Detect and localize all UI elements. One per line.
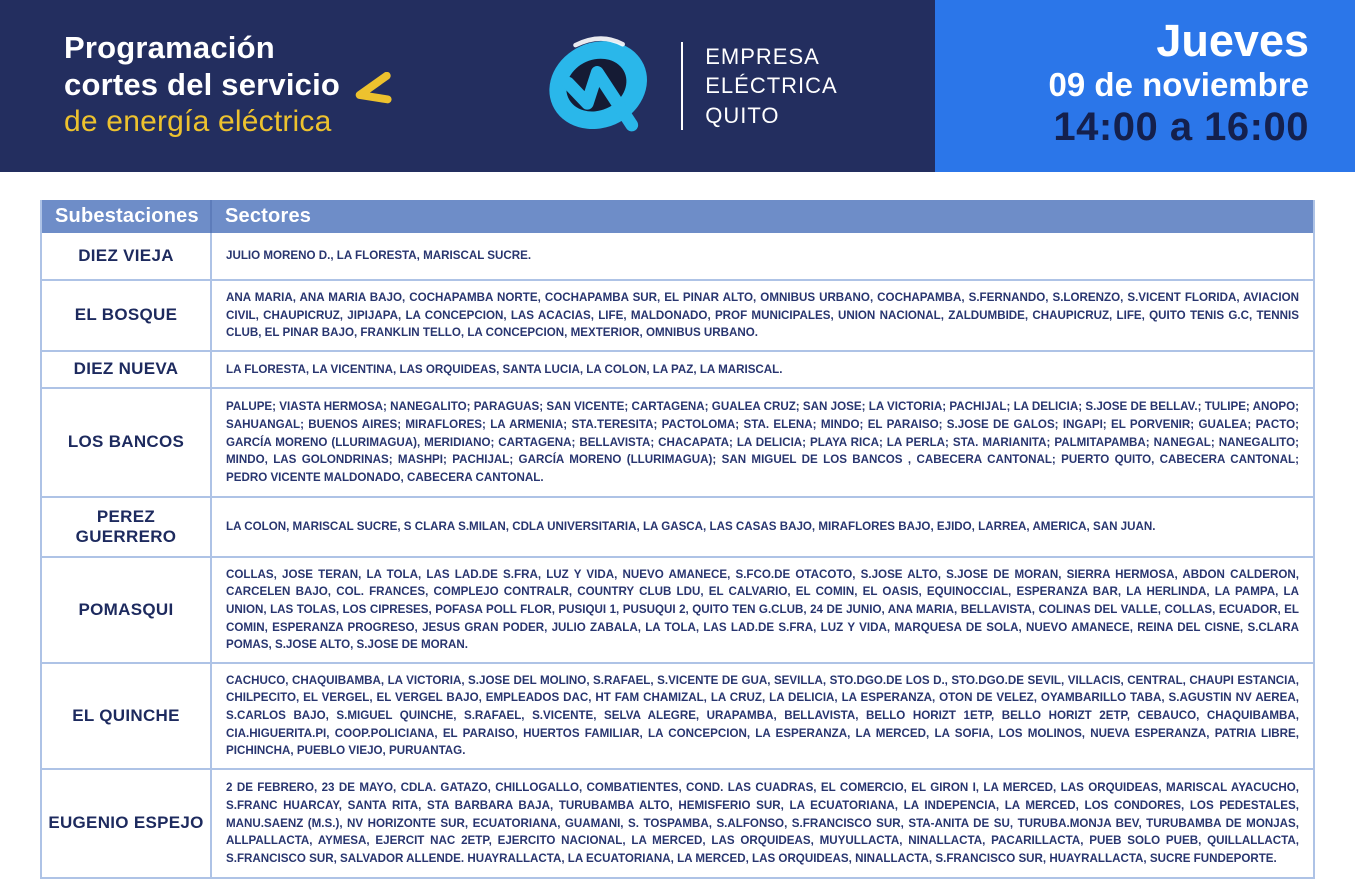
table-header-row	[42, 200, 1313, 233]
table-row	[42, 350, 1313, 387]
schedule-date: 09 de noviembre	[1048, 65, 1309, 103]
title-line-1: Programación	[64, 30, 275, 65]
title-line-2: cortes del servicio	[64, 66, 341, 102]
table-row	[42, 279, 1313, 350]
logo-wordmark	[705, 42, 837, 129]
eeq-q-lightning-logo-icon	[541, 27, 659, 145]
schedule-date-box	[935, 0, 1355, 172]
eeq-logo	[444, 0, 935, 172]
logo-word-2: ELÉCTRICA	[705, 73, 838, 99]
substation-name: EL QUINCHE	[42, 664, 212, 768]
outage-table	[40, 200, 1315, 879]
table-row	[42, 496, 1313, 556]
logo-divider	[681, 42, 683, 130]
logo-word-3: QUITO	[705, 102, 780, 128]
table-row	[42, 768, 1313, 877]
sectors-list: LA FLORESTA, LA VICENTINA, LAS ORQUIDEAS, SANTA LUCIA, LA COLON, LA PAZ, LA MARISCAL.	[226, 362, 783, 376]
sectors-list: CACHUCO, CHAQUIBAMBA, LA VICTORIA, S.JOSE DEL MOLINO, S.RAFAEL, S.VICENTE DE GUA, SEVILLA, STO.DGO.DE LOS D., STO.DGO.DE SEVIL, VILLACIS, CENTRAL, CHAUPI ESTANCIA, CHILPECITO, EL VERGEL, EL VERGEL BAJO, EMPLEADOS DAC, HT FAM CHAMIZAL, LA CRUZ, LA DELICIA, LA ESPERANZA, OTON DE VELEZ, OYAMBARILLO TABA, S.AGUSTIN NV AEREA, S.CARLOS BAJO, S.MIGUEL QUINCHE, S.RAFAEL, S.VICENTE, SELVA ALEGRE, URAPAMBA, BELLAVISTA, BELLO HORIZT 1ETP, BELLO HORIZT 2ETP, CEBAUCO, CHAQUIBAMBA, CIA.HIGUERITA.PI, COOP.POLICIANA, EL PARAISO, HUERTOS FAMILIAR, LA CONCEPCION, LA ESPERANZA, LA MERCED, LA SOFIA, LOS MOLINOS, NUEVA ESPERANZA, PATRIA LIBRE, PICHINCHA, PUEBLO VIEJO, PURUANTAG.	[226, 673, 1299, 758]
schedule-day: Jueves	[1156, 15, 1309, 66]
substation-name: POMASQUI	[42, 558, 212, 662]
column-header-substations: Subestaciones	[42, 200, 212, 233]
table-row	[42, 387, 1313, 496]
sectors-list: JULIO MORENO D., LA FLORESTA, MARISCAL SUCRE.	[226, 249, 532, 263]
title-line-3: de energía eléctrica	[64, 104, 332, 138]
schedule-time-range: 14:00 a 16:00	[1053, 105, 1309, 150]
table-row	[42, 662, 1313, 768]
sectors-list: 2 DE FEBRERO, 23 DE MAYO, CDLA. GATAZO, CHILLOGALLO, COMBATIENTES, COND. LAS CUADRAS, EL COMERCIO, EL GIRON I, LA MERCED, LAS ORQUIDEAS, MARISCAL AYACUCHO, S.FRANC HUARCAY, SANTA RITA, STA BARBARA BAJA, TURUBAMBA ALTO, HEMISFERIO SUR, LA ECUATORIANA, LA INDEPENCIA, LA MERCED, LOS CONDORES, LOS PEDESTALES, MANU.SAENZ (M.S.), NV HORIZONTE SUR, ECUATORIANA, GUAMANI, S. TOSPAMBA, S.ALFONSO, S.FRANCISCO SUR, STA-ANITA DE SU, TURUBA.MONJA BEV, TURUBAMBA DE MONJAS, ALLPALLACTA, AYMESA, EJERCIT NAC 2ETP, EJERCITO NACIONAL, LA MERCED, LAS ORQUIDEAS, MUYULLACTA, NINALLACTA, PACARILLACTA, PUEB SOLO PUEB, QUILLALLACTA, S.FRANCISCO SUR, SALVADOR ALLENDE. HUAYRALLACTA, LA ECUATORIANA, LA MERCED, LAS ORQUIDEAS, NINALLACTA, S.FRANCISCO SUR, HUAYRALLACTA, SUCRE FUNDEPORTE.	[226, 781, 1299, 865]
table-row	[42, 556, 1313, 662]
substation-name: DIEZ VIEJA	[42, 233, 212, 279]
table-row	[42, 233, 1313, 279]
substation-name: LOS BANCOS	[42, 389, 212, 496]
sectors-list: COLLAS, JOSE TERAN, LA TOLA, LAS LAD.DE S.FRA, LUZ Y VIDA, NUEVO AMANECE, S.FCO.DE OTACOTO, S.JOSE ALTO, S.JOSE DE MORAN, SIERRA HERMOSA, ABDON CALDERON, CARCELEN BAJO, COL. FRANCES, COMPLEJO CONTRALR, COUNTRY CLUB LDU, EL CALVARIO, EL COMIN, EL OASIS, EQUINOCCIAL, ESPERANZA BAR, LA HERLINDA, LA PAMPA, LA UNION, LAS TOLAS, LOS CIPRESES, POFASA POLL FLOR, PUSIQUI 1, PUSUQUI 2, QUITO TEN G.CLUB, 24 DE JUNIO, ANA MARIA, BELLAVISTA, COLINAS DEL VALLE, COLLAS, ECUADOR, EL COMIN, ESPERANZA PROGRESO, JESUS GRAN PODER, JULIO ZABALA, LA TOLA, LAS LAD.DE S.FRA, LUZ Y VIDA, MARQUESA DE SOLA, NUEVO AMANECE, REINA DEL CISNE, S.CLARA POMAS, S.JOSE ALTO, S.JOSE DE MORAN.	[226, 567, 1299, 652]
substation-name: DIEZ NUEVA	[42, 352, 212, 387]
logo-word-1: EMPRESA	[705, 44, 820, 70]
poster-title	[0, 0, 444, 172]
substation-name: EL BOSQUE	[42, 281, 212, 350]
substation-name: EUGENIO ESPEJO	[42, 770, 212, 877]
substation-name: PEREZ GUERRERO	[42, 498, 212, 556]
sectors-list: LA COLON, MARISCAL SUCRE, S CLARA S.MILAN, CDLA UNIVERSITARIA, LA GASCA, LAS CASAS BAJO, MIRAFLORES BAJO, EJIDO, LARREA, AMERICA, SAN JUAN.	[226, 520, 1156, 534]
lightning-check-icon	[350, 72, 392, 104]
top-banner	[0, 0, 1355, 172]
sectors-list: PALUPE; VIASTA HERMOSA; NANEGALITO; PARAGUAS; SAN VICENTE; CARTAGENA; GUALEA CRUZ; SAN JOSE; LA VICTORIA; PACHIJAL; LA DELICIA; S.JOSE DE BELLAV.; TULIPE; ANOPO; SAHUANGAL; BUENOS AIRES; MIRAFLORES; LA ARMENIA; STA.TERESITA; PACTOLOMA; STA. ELENA; MINDO; EL PARAISO; S.JOSE DE GALOS; INGAPI; EL PORVENIR; GUALEA; PACTO; GARCÍA MORENO (LLURIMAGUA), MERIDIANO; CARTAGENA; BELLAVISTA; CHACAPATA; LA DELICIA; PLAYA RICA; LA PERLA; STA. MARIANITA; PALMITAPAMBA; NANEGAL; NANEGALITO; MINDO, LAS GOLONDRINAS; MASHPI; PACHIJAL; GARCÍA MORENO (LLURIMAGUA); SAN MIGUEL DE LOS BANCOS , CABECERA CANTONAL; PUERTO QUITO, CABECERA CANTONAL; PEDRO VICENTE MALDONADO, CABECERA CANTONAL.	[226, 400, 1299, 484]
sectors-list: ANA MARIA, ANA MARIA BAJO, COCHAPAMBA NORTE, COCHAPAMBA SUR, EL PINAR ALTO, OMNIBUS URBANO, COCHAPAMBA, S.FERNANDO, S.LORENZO, S.VICENT FLORIDA, AVIACION CIVIL, CHAUPICRUZ, JIPIJAPA, LA CONCEPCION, LAS ACACIAS, LIFE, MALDONADO, PROF MUNICIPALES, UNION NACIONAL, ZALDUMBIDE, CHAUPICRUZ, LIFE, QUITO TENIS G.C, TENNIS CLUB, EL PINAR BAJO, FRANKLIN TELLO, LA CONCEPCION, MEXTERIOR, OMNIBUS URBANO.	[226, 291, 1299, 340]
column-header-sectors: Sectores	[225, 205, 312, 227]
